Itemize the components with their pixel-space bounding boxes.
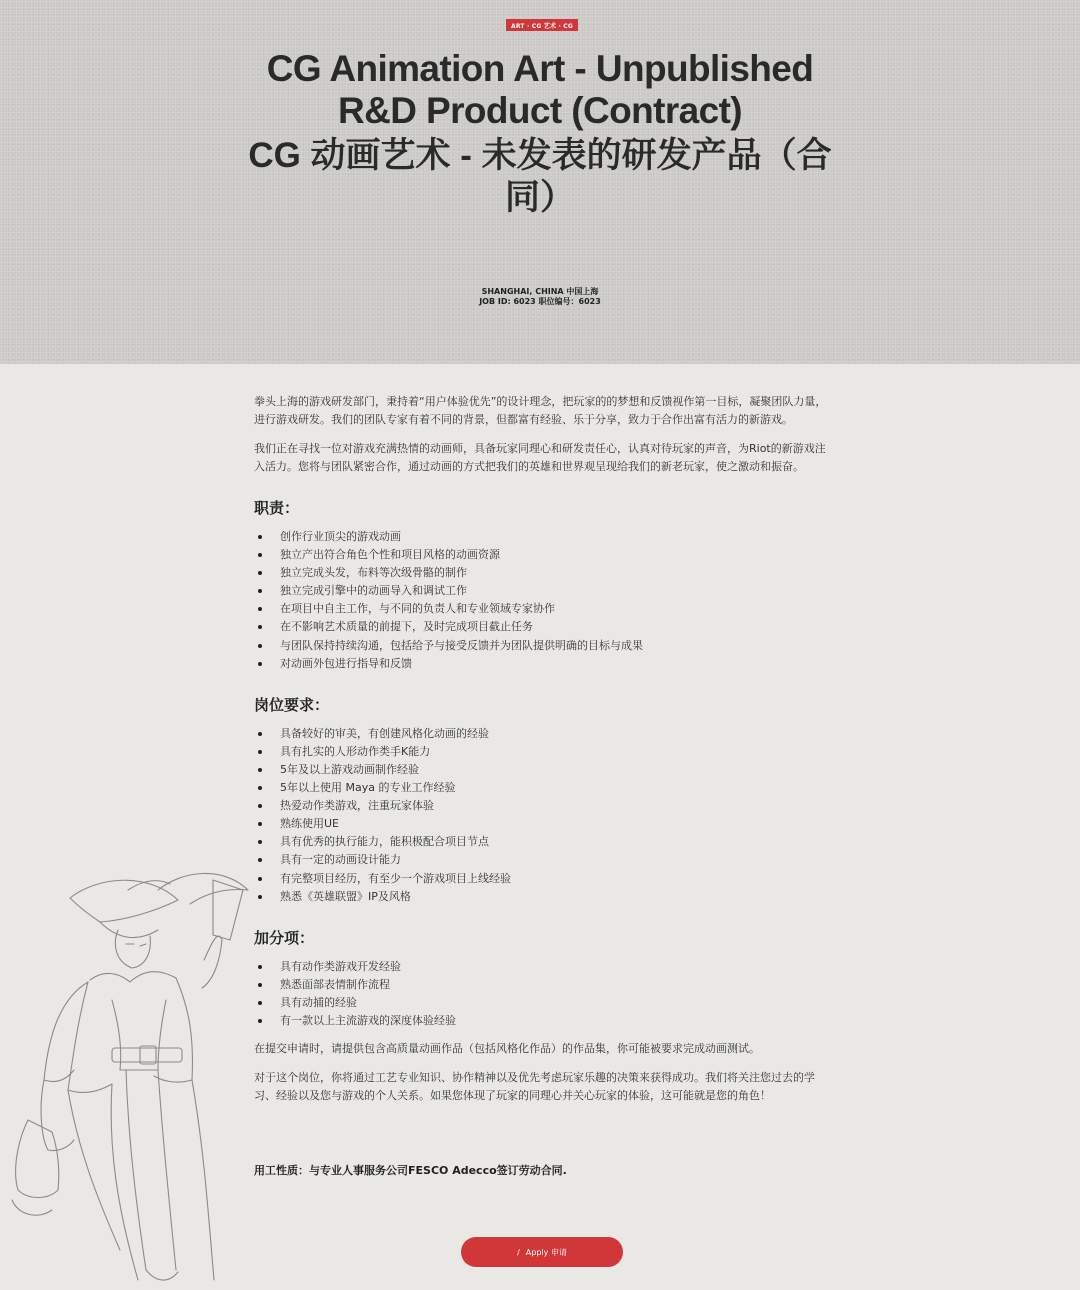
list-item: 熟练使用UE [254,815,834,833]
list-item: 与团队保持持续沟通，包括给予与接受反馈并为团队提供明确的目标与成果 [254,637,834,655]
list-item: 具有优秀的执行能力，能积极配合项目节点 [254,833,834,851]
intro-paragraph: 我们正在寻找一位对游戏充满热情的动画师，具备玩家同理心和研发责任心，认真对待玩家的声音，为Riot的新游戏注入活力。您将与团队紧密合作，通过动画的方式把我们的英雄和世界观呈现给我们的新老玩家，使之激动和振奋。 [254,442,826,473]
character-sketch-icon [8,870,253,1290]
page-title [240,48,840,219]
job-meta [400,287,680,307]
list-item: 有一款以上主流游戏的深度体验经验 [254,1012,834,1030]
list-item: 独立完成头发，布料等次级骨骼的制作 [254,564,834,582]
bonus-list [254,958,834,1030]
list-item: 有完整项目经历，有至少一个游戏项目上线经验 [254,870,834,888]
apply-label: Apply 申请 [525,1247,567,1257]
list-item: 创作行业顶尖的游戏动画 [254,528,834,546]
slash-icon: / [517,1247,520,1257]
list-item: 具有动捕的经验 [254,994,834,1012]
job-id: JOB ID: 6023 职位编号：6023 [479,297,601,306]
list-item: 5年及以上游戏动画制作经验 [254,761,834,779]
list-item: 对动画外包进行指导和反馈 [254,655,834,673]
apply-button[interactable] [461,1237,623,1267]
intro-paragraph: 拳头上海的游戏研发部门，秉持着“用户体验优先”的设计理念，把玩家的的梦想和反馈视作第一目标，凝聚团队力量，进行游戏研发。我们的团队专家有着不同的背景，但都富有经验、乐于分享，致力于合作出富有活力的新游戏。 [254,395,827,426]
closing-paragraph: 对于这个岗位，你将通过工艺专业知识、协作精神以及优先考虑玩家乐趣的决策来获得成功。我们将关注您过去的学习、经验以及您与游戏的个人关系。如果您体现了玩家的同理心并关心玩家的体验，这可能就是您的角色！ [254,1071,815,1103]
job-description [254,393,834,1116]
list-item: 熟悉面部表情制作流程 [254,976,834,994]
list-item: 具有一定的动画设计能力 [254,851,834,869]
responsibilities-heading: 职责： [254,499,300,517]
job-location: SHANGHAI, CHINA 中国上海 [481,287,599,296]
list-item: 独立完成引擎中的动画导入和调试工作 [254,582,834,600]
list-item: 熟悉《英雄联盟》IP及风格 [254,888,834,906]
list-item: 在不影响艺术质量的前提下，及时完成项目截止任务 [254,618,834,636]
title-chinese: CG 动画艺术 - 未发表的研发产品（合同） [248,136,832,217]
list-item: 具备较好的审美，有创建风格化动画的经验 [254,725,834,743]
employment-type: 用工性质：与专业人事服务公司FESCO Adecco签订劳动合同. [254,1164,567,1177]
list-item: 具有扎实的人形动作类手K能力 [254,743,834,761]
title-english: CG Animation Art - Unpublished R&D Product (Contract) [266,48,814,131]
closing-paragraph: 在提交申请时，请提供包含高质量动画作品（包括风格化作品）的作品集，你可能被要求完成动画测试。 [254,1042,760,1056]
list-item: 在项目中自主工作，与不同的负责人和专业领域专家协作 [254,600,834,618]
requirements-list [254,725,834,906]
list-item: 独立产出符合角色个性和项目风格的动画资源 [254,546,834,564]
requirements-heading: 岗位要求： [254,695,330,714]
list-item: 具有动作类游戏开发经验 [254,958,834,976]
list-item: 热爱动作类游戏，注重玩家体验 [254,797,834,815]
list-item: 5年以上使用 Maya 的专业工作经验 [254,779,834,797]
category-tag[interactable]: ART · CG 艺术 · CG [506,19,578,31]
bonus-heading: 加分项： [254,928,315,947]
responsibilities-list [254,528,834,673]
